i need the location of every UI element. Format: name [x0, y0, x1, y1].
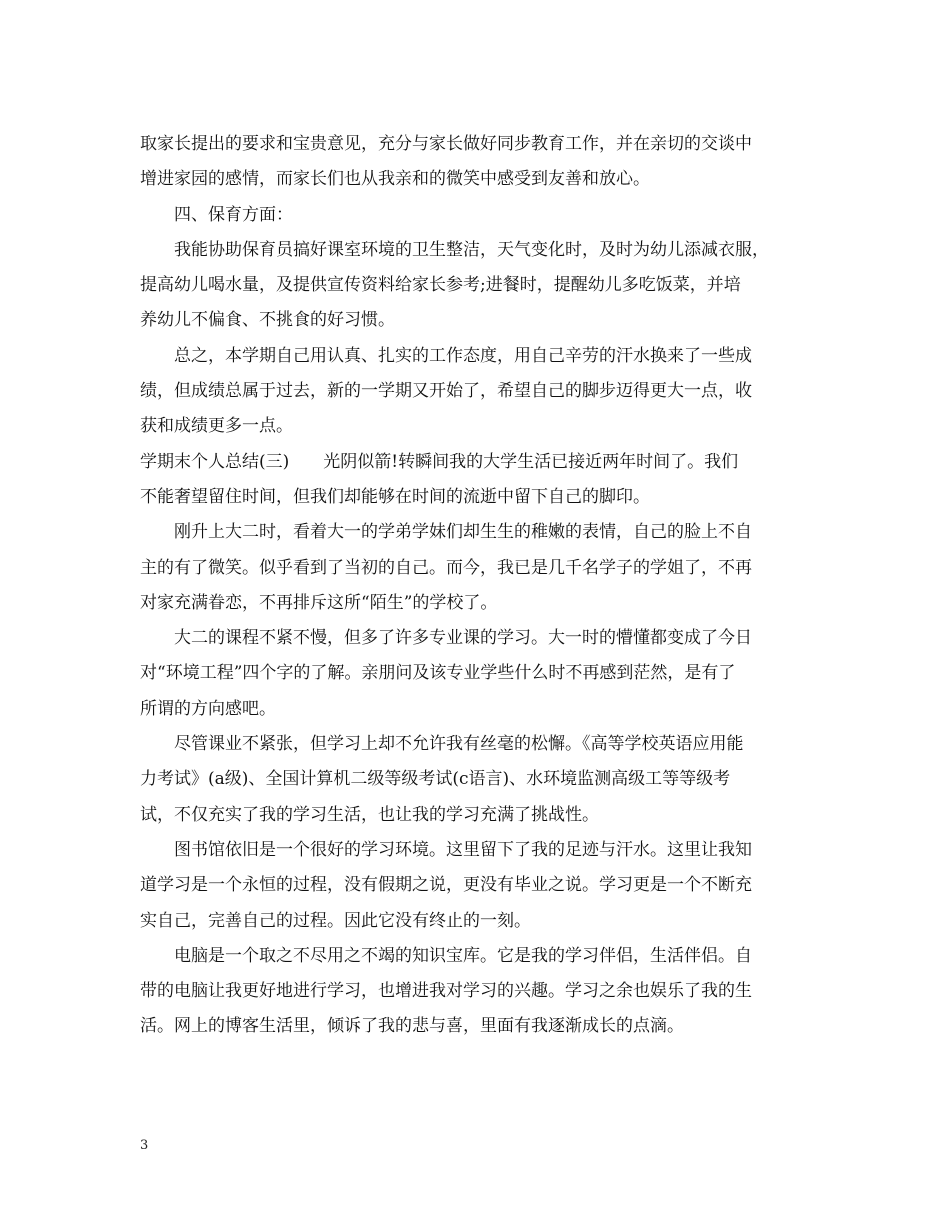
paragraph-line: 提高幼儿喝水量，及提供宣传资料给家长参考;进餐时，提醒幼儿多吃饭菜，并培 — [140, 275, 741, 296]
paragraph-line: 带的电脑让我更好地进行学习，也增进我对学习的兴趣。学习之余也娱乐了我的生 — [140, 981, 752, 1002]
paragraph-line: 电脑是一个取之不尽用之不竭的知识宝库。它是我的学习伴侣，生活伴侣。自 — [174, 945, 752, 966]
paragraph-line: 道学习是一个永恒的过程，没有假期之说，更没有毕业之说。学习更是一个不断充 — [140, 875, 752, 896]
section-title: 学期末个人总结(三) — [140, 451, 290, 472]
document-body — [140, 127, 812, 1045]
paragraph-line: 尽管课业不紧张，但学习上却不允许我有丝毫的松懈。《高等学校英语应用能 — [174, 734, 744, 755]
paragraph-line — [140, 445, 812, 480]
paragraph-line: 实自己，完善自己的过程。因此它没有终止的一刻。 — [140, 910, 531, 931]
paragraph-line: 绩，但成绩总属于过去，新的一学期又开始了，希望自己的脚步迈得更大一点，收 — [140, 381, 752, 402]
paragraph-line: 刚升上大二时，看着大一的学弟学妹们却生生的稚嫩的表情，自己的脸上不自 — [174, 522, 752, 543]
paragraph-line: 活。网上的博客生活里，倾诉了我的悲与喜，里面有我逐渐成长的点滴。 — [140, 1016, 684, 1037]
paragraph-line: 总之，本学期自己用认真、扎实的工作态度，用自己辛劳的汗水换来了一些成 — [174, 345, 752, 366]
paragraph-line: 所谓的方向感吧。 — [140, 698, 276, 719]
paragraph-line: 增进家园的感情，而家长们也从我亲和的微笑中感受到友善和放心。 — [140, 169, 650, 190]
paragraph-line: 养幼儿不偏食、不挑食的好习惯。 — [140, 310, 395, 331]
section-intro-text: 光阴似箭!转瞬间我的大学生活已接近两年时间了。我们 — [323, 451, 739, 472]
paragraph-line: 对家充满眷恋，不再排斥这所“陌生”的学校了。 — [140, 592, 498, 613]
section-heading-childcare: 四、保育方面： — [174, 204, 293, 225]
paragraph-line: 对“环境工程”四个字的了解。亲朋问及该专业学些什么时不再感到茫然，是有了 — [140, 663, 736, 684]
paragraph-line: 主的有了微笑。似乎看到了当初的自己。而今，我已是几千名学子的学姐了，不再 — [140, 557, 752, 578]
paragraph-line: 试，不仅充实了我的学习生活，也让我的学习充满了挑战性。 — [140, 804, 599, 825]
page-number: 3 — [140, 1138, 149, 1153]
paragraph-line: 不能奢望留住时间，但我们却能够在时间的流逝中留下自己的脚印。 — [140, 486, 650, 507]
paragraph-line: 图书馆依旧是一个很好的学习环境。这里留下了我的足迹与汗水。这里让我知 — [174, 839, 752, 860]
paragraph-line: 大二的课程不紧不慢，但多了许多专业课的学习。大一时的懵懂都变成了今日 — [174, 628, 752, 649]
paragraph-line: 我能协助保育员搞好课室环境的卫生整洁，天气变化时，及时为幼儿添减衣服， — [174, 239, 769, 260]
paragraph-line: 力考试》(a级)、全国计算机二级等级考试(c语言)、水环境监测高级工等等级考 — [140, 769, 731, 790]
paragraph-line: 获和成绩更多一点。 — [140, 416, 293, 437]
paragraph-line: 取家长提出的要求和宝贵意见，充分与家长做好同步教育工作，并在亲切的交谈中 — [140, 134, 752, 154]
